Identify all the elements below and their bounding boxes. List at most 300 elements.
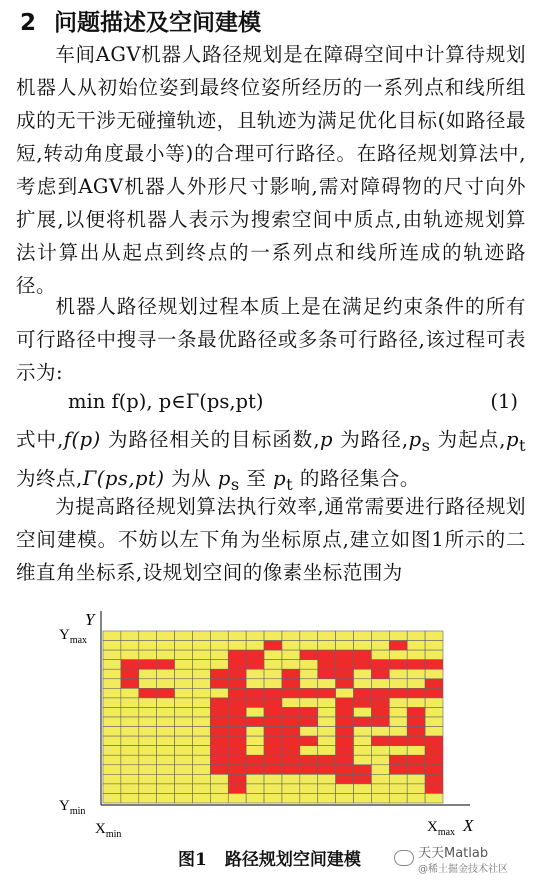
free-cell — [103, 746, 121, 756]
obstacle-cell — [425, 660, 443, 670]
free-cell — [157, 650, 175, 660]
free-cell — [371, 755, 389, 765]
obstacle-cell — [121, 679, 139, 689]
obstacle-cell — [389, 765, 407, 775]
free-cell — [103, 736, 121, 746]
free-cell — [407, 784, 425, 794]
obstacle-cell — [336, 698, 354, 708]
obstacle-cell — [282, 755, 300, 765]
free-cell — [264, 650, 282, 660]
free-cell — [175, 784, 193, 794]
obstacle-cell — [264, 765, 282, 775]
obstacle-cell — [371, 736, 389, 746]
free-cell — [121, 641, 139, 651]
free-cell — [264, 660, 282, 670]
free-cell — [336, 631, 354, 641]
free-cell — [264, 793, 282, 803]
free-cell — [157, 669, 175, 679]
obstacle-cell — [282, 679, 300, 689]
obstacle-cell — [336, 727, 354, 737]
obstacle-cell — [425, 755, 443, 765]
free-cell — [103, 698, 121, 708]
obstacle-cell — [264, 746, 282, 756]
y-max-label: $Y_{max}$ — [59, 627, 88, 646]
free-cell — [139, 717, 157, 727]
free-cell — [425, 717, 443, 727]
free-cell — [175, 669, 193, 679]
p3-ps: p — [408, 428, 422, 451]
free-cell — [318, 641, 336, 651]
obstacle-cell — [354, 698, 372, 708]
grid-map-figure — [55, 603, 475, 843]
free-cell — [389, 669, 407, 679]
free-cell — [425, 727, 443, 737]
free-cell — [228, 631, 246, 641]
obstacle-cell — [336, 707, 354, 717]
free-cell — [300, 746, 318, 756]
obstacle-cell — [354, 688, 372, 698]
free-cell — [318, 727, 336, 737]
free-cell — [192, 765, 210, 775]
obstacle-cell — [210, 679, 228, 689]
free-cell — [389, 746, 407, 756]
paragraph-1-text: 车间AGV机器人路径规划是在障碍空间中计算待规划机器人从初始位姿到最终位姿所经历的一系列点和线所组成的无干涉无碰撞轨迹，且轨迹为满足优化目标(如路径最短,转动角度最小等)的合理可行路径。在路径规划算法中,考虑到AGV机器人外形尺寸影响,需对障碍物的尺寸向外扩展,以便将机器人表示为搜索空间中质点,由轨迹规划算法计算出从起点到终点的一系列点和线所连成的轨迹路径。 — [16, 43, 526, 297]
p3-text-8: 的路径集合。 — [293, 466, 420, 490]
free-cell — [389, 679, 407, 689]
free-cell — [300, 660, 318, 670]
free-cell — [354, 669, 372, 679]
obstacle-cell — [300, 650, 318, 660]
obstacle-cell — [336, 669, 354, 679]
free-cell — [139, 793, 157, 803]
free-cell — [103, 774, 121, 784]
p3-text-2: 为路径相关的目标函数, — [100, 428, 321, 451]
obstacle-cell — [228, 698, 246, 708]
free-cell — [121, 650, 139, 660]
free-cell — [192, 784, 210, 794]
p3-text-5: 为终点, — [16, 466, 83, 490]
free-cell — [246, 707, 264, 717]
free-cell — [139, 727, 157, 737]
obstacle-cell — [228, 679, 246, 689]
free-cell — [103, 717, 121, 727]
free-cell — [103, 727, 121, 737]
free-cell — [192, 717, 210, 727]
free-cell — [103, 688, 121, 698]
free-cell — [103, 755, 121, 765]
free-cell — [175, 698, 193, 708]
obstacle-cell — [425, 736, 443, 746]
y-min-label: $Y_{min}$ — [59, 798, 86, 817]
free-cell — [318, 717, 336, 727]
free-cell — [121, 707, 139, 717]
x-min-label: $X_{min}$ — [95, 821, 122, 840]
figure-caption-number: 图1 — [178, 850, 207, 870]
free-cell — [282, 631, 300, 641]
obstacle-cell — [139, 688, 157, 698]
obstacle-cell — [264, 698, 282, 708]
obstacle-cell — [336, 746, 354, 756]
x-axis-label: X — [463, 816, 474, 835]
obstacle-cell — [407, 707, 425, 717]
obstacle-cell — [371, 707, 389, 717]
obstacle-cell — [354, 774, 372, 784]
free-cell — [300, 784, 318, 794]
free-cell — [121, 765, 139, 775]
free-cell — [318, 793, 336, 803]
free-cell — [192, 736, 210, 746]
free-cell — [139, 746, 157, 756]
free-cell — [336, 793, 354, 803]
free-cell — [389, 717, 407, 727]
free-cell — [192, 669, 210, 679]
figure-caption-text: 路径规划空间建模 — [224, 850, 361, 870]
obstacle-cell — [264, 727, 282, 737]
obstacle-cell — [228, 765, 246, 775]
free-cell — [389, 774, 407, 784]
obstacle-cell — [336, 774, 354, 784]
obstacle-cell — [228, 784, 246, 794]
obstacle-cell — [336, 650, 354, 660]
free-cell — [103, 707, 121, 717]
free-cell — [139, 679, 157, 689]
free-cell — [139, 698, 157, 708]
obstacle-cell — [210, 698, 228, 708]
free-cell — [121, 717, 139, 727]
obstacle-cell — [228, 707, 246, 717]
obstacle-cell — [282, 736, 300, 746]
free-cell — [300, 679, 318, 689]
free-cell — [264, 679, 282, 689]
free-cell — [246, 669, 264, 679]
free-cell — [210, 650, 228, 660]
obstacle-cell — [336, 660, 354, 670]
p3-text-7: 至 — [239, 466, 274, 490]
free-cell — [389, 698, 407, 708]
obstacle-cell — [282, 746, 300, 756]
free-cell — [175, 755, 193, 765]
x-max-label: $X_{max}$ — [427, 819, 456, 838]
free-cell — [318, 784, 336, 794]
free-cell — [354, 641, 372, 651]
obstacle-cell — [354, 660, 372, 670]
free-cell — [282, 650, 300, 660]
obstacle-cell — [336, 736, 354, 746]
free-cell — [175, 660, 193, 670]
obstacle-cell — [318, 669, 336, 679]
p3-pt: p — [505, 428, 519, 451]
free-cell — [371, 793, 389, 803]
obstacle-cell — [228, 660, 246, 670]
obstacle-cell — [228, 755, 246, 765]
obstacle-cell — [407, 688, 425, 698]
free-cell — [300, 669, 318, 679]
free-cell — [121, 736, 139, 746]
free-cell — [121, 688, 139, 698]
obstacle-cell — [282, 717, 300, 727]
obstacle-cell — [407, 755, 425, 765]
free-cell — [192, 746, 210, 756]
p3-text-3: 为路径, — [333, 428, 409, 451]
free-cell — [175, 707, 193, 717]
free-cell — [264, 669, 282, 679]
obstacle-cell — [210, 755, 228, 765]
obstacle-cell — [228, 650, 246, 660]
obstacle-cell — [371, 669, 389, 679]
obstacle-cell — [228, 669, 246, 679]
free-cell — [300, 698, 318, 708]
paragraph-4-text: 为提高路径规划算法执行效率,通常需要进行路径规划空间建模。不妨以左下角为坐标原点,建立如图1所示的二维直角坐标系,设规划空间的像素坐标范围为 — [16, 495, 526, 584]
free-cell — [157, 765, 175, 775]
obstacle-cell — [318, 660, 336, 670]
free-cell — [192, 688, 210, 698]
free-cell — [210, 784, 228, 794]
obstacle-cell — [389, 688, 407, 698]
free-cell — [354, 631, 372, 641]
free-cell — [139, 641, 157, 651]
obstacle-cell — [282, 727, 300, 737]
obstacle-cell — [371, 698, 389, 708]
obstacle-cell — [389, 641, 407, 651]
free-cell — [210, 631, 228, 641]
obstacle-cell — [354, 650, 372, 660]
free-cell — [318, 698, 336, 708]
free-cell — [425, 641, 443, 651]
free-cell — [246, 727, 264, 737]
paragraph-2 — [16, 290, 526, 389]
free-cell — [157, 641, 175, 651]
free-cell — [157, 717, 175, 727]
obstacle-cell — [264, 717, 282, 727]
free-cell — [318, 736, 336, 746]
p3-pt2-sub: t — [286, 474, 294, 494]
free-cell — [336, 784, 354, 794]
y-axis-label: Y — [85, 610, 95, 629]
p3-text-1: 式中, — [16, 428, 64, 451]
obstacle-cell — [246, 717, 264, 727]
free-cell — [121, 755, 139, 765]
free-cell — [425, 698, 443, 708]
free-cell — [103, 669, 121, 679]
free-cell — [121, 631, 139, 641]
obstacle-cell — [121, 669, 139, 679]
obstacle-cell — [318, 755, 336, 765]
free-cell — [157, 727, 175, 737]
obstacle-cell — [228, 717, 246, 727]
obstacle-cell — [210, 736, 228, 746]
free-cell — [139, 765, 157, 775]
free-cell — [175, 736, 193, 746]
p3-pt-sub: t — [518, 435, 526, 455]
free-cell — [121, 774, 139, 784]
free-cell — [192, 679, 210, 689]
figure-1 — [55, 603, 475, 843]
free-cell — [371, 641, 389, 651]
obstacle-cell — [407, 717, 425, 727]
free-cell — [425, 669, 443, 679]
free-cell — [371, 746, 389, 756]
free-cell — [157, 736, 175, 746]
free-cell — [246, 774, 264, 784]
obstacle-cell — [121, 660, 139, 670]
free-cell — [425, 650, 443, 660]
obstacle-cell — [336, 755, 354, 765]
free-cell — [175, 641, 193, 651]
obstacle-cell — [407, 727, 425, 737]
obstacle-cell — [336, 765, 354, 775]
free-cell — [354, 679, 372, 689]
obstacle-cell — [228, 688, 246, 698]
obstacle-cell — [300, 736, 318, 746]
free-cell — [246, 746, 264, 756]
obstacle-cell — [210, 746, 228, 756]
free-cell — [318, 707, 336, 717]
free-cell — [157, 679, 175, 689]
free-cell — [354, 746, 372, 756]
free-cell — [103, 641, 121, 651]
obstacle-cell — [246, 650, 264, 660]
free-cell — [371, 765, 389, 775]
free-cell — [246, 641, 264, 651]
free-cell — [246, 736, 264, 746]
free-cell — [371, 631, 389, 641]
free-cell — [139, 707, 157, 717]
free-cell — [371, 784, 389, 794]
free-cell — [264, 784, 282, 794]
section-heading — [20, 4, 261, 37]
free-cell — [318, 679, 336, 689]
free-cell — [407, 669, 425, 679]
free-cell — [192, 650, 210, 660]
obstacle-cell — [371, 717, 389, 727]
p3-fp: f(p) — [63, 428, 101, 451]
free-cell — [139, 736, 157, 746]
free-cell — [389, 793, 407, 803]
obstacle-cell — [300, 707, 318, 717]
p3-text-4: 为起点, — [430, 428, 506, 451]
free-cell — [192, 660, 210, 670]
obstacle-cell — [246, 698, 264, 708]
free-cell — [103, 793, 121, 803]
free-cell — [407, 650, 425, 660]
free-cell — [282, 774, 300, 784]
free-cell — [139, 755, 157, 765]
obstacle-cell — [228, 746, 246, 756]
obstacle-cell — [318, 650, 336, 660]
obstacle-cell — [282, 707, 300, 717]
obstacle-cell — [389, 660, 407, 670]
obstacle-cell — [407, 660, 425, 670]
free-cell — [246, 679, 264, 689]
free-cell — [157, 784, 175, 794]
free-cell — [210, 774, 228, 784]
free-cell — [336, 641, 354, 651]
equation-1 — [68, 390, 263, 413]
obstacle-cell — [389, 736, 407, 746]
p3-ps-sub: s — [421, 435, 431, 455]
free-cell — [192, 727, 210, 737]
obstacle-cell — [246, 688, 264, 698]
free-cell — [389, 631, 407, 641]
free-cell — [175, 679, 193, 689]
free-cell — [157, 793, 175, 803]
obstacle-cell — [371, 660, 389, 670]
free-cell — [264, 774, 282, 784]
obstacle-cell — [264, 688, 282, 698]
free-cell — [264, 631, 282, 641]
free-cell — [139, 669, 157, 679]
free-cell — [157, 755, 175, 765]
obstacle-cell — [425, 765, 443, 775]
obstacle-cell — [407, 736, 425, 746]
free-cell — [210, 641, 228, 651]
free-cell — [175, 793, 193, 803]
free-cell — [354, 755, 372, 765]
free-cell — [103, 650, 121, 660]
free-cell — [139, 774, 157, 784]
p3-gamma: Γ(ps,pt) — [82, 466, 165, 490]
free-cell — [282, 793, 300, 803]
free-cell — [175, 631, 193, 641]
paragraph-2-text: 机器人路径规划过程本质上是在满足约束条件的所有可行路径中搜寻一条最优路径或多条可行路径,该过程可表示为: — [16, 295, 526, 384]
free-cell — [139, 784, 157, 794]
wechat-icon — [394, 850, 414, 866]
obstacle-cell — [210, 727, 228, 737]
watermark — [418, 846, 508, 878]
free-cell — [318, 746, 336, 756]
free-cell — [175, 746, 193, 756]
free-cell — [354, 784, 372, 794]
obstacle-cell — [300, 688, 318, 698]
free-cell — [175, 688, 193, 698]
free-cell — [282, 641, 300, 651]
obstacle-cell — [282, 765, 300, 775]
obstacle-cell — [139, 660, 157, 670]
section-number: 2 — [20, 10, 37, 36]
obstacle-cell — [425, 784, 443, 794]
free-cell — [318, 774, 336, 784]
obstacle-cell — [246, 765, 264, 775]
free-cell — [354, 707, 372, 717]
free-cell — [371, 774, 389, 784]
free-cell — [192, 641, 210, 651]
obstacle-cell — [210, 707, 228, 717]
p3-p: p — [320, 428, 334, 451]
free-cell — [282, 784, 300, 794]
free-cell — [157, 707, 175, 717]
free-cell — [228, 793, 246, 803]
free-cell — [425, 631, 443, 641]
free-cell — [103, 660, 121, 670]
free-cell — [300, 727, 318, 737]
free-cell — [139, 631, 157, 641]
free-cell — [210, 660, 228, 670]
obstacle-cell — [425, 679, 443, 689]
obstacle-cell — [318, 688, 336, 698]
free-cell — [210, 793, 228, 803]
obstacle-cell — [157, 688, 175, 698]
obstacle-cell — [264, 736, 282, 746]
free-cell — [354, 793, 372, 803]
free-cell — [103, 765, 121, 775]
free-cell — [300, 641, 318, 651]
free-cell — [407, 698, 425, 708]
obstacle-cell — [300, 755, 318, 765]
free-cell — [282, 698, 300, 708]
free-cell — [407, 641, 425, 651]
free-cell — [157, 746, 175, 756]
watermark-site: @稀土掘金技术社区 — [418, 864, 508, 875]
